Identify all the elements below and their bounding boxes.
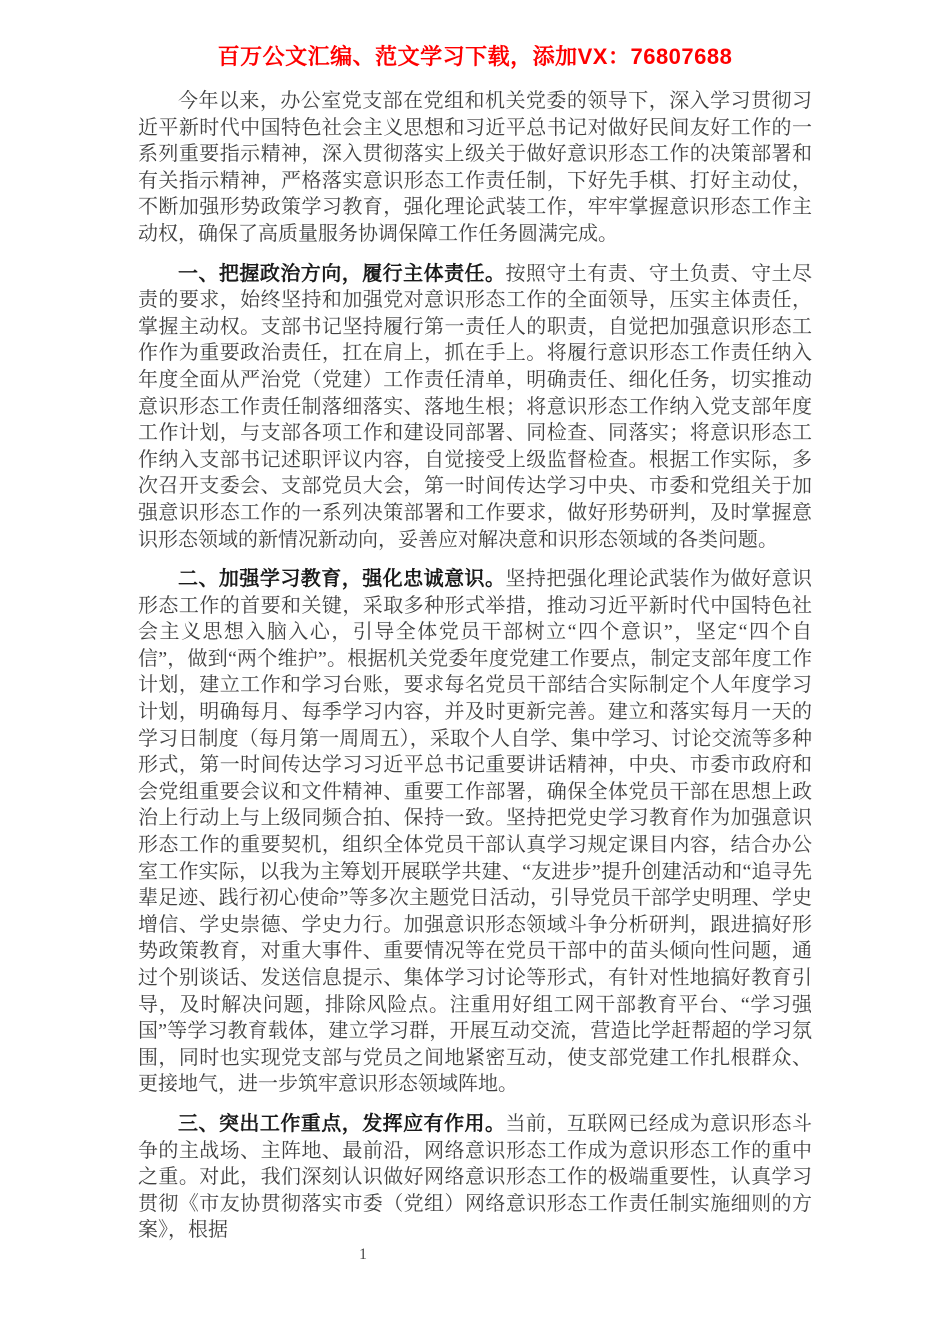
section-2-text: 坚持把强化理论武装作为做好意识形态工作的首要和关键，采取多种形式举措，推动习近平新时代中国特色社会主义思想入脑入心，引导全体党员干部树立“四个意识”，坚定“四个自信”，做到“两个维护”。根据机关党委年度党建工作要点，制定支部年度工作计划，建立工作和学习台账，要求每名党员干部结合实际制定个人年度学习计划，明确每月、每季学习内容，并及时更新完善。建立和落实每月一天的学习日制度（每月第一周周五），采取个人自学、集中学习、讨论交流等多种形式，第一时间传达学习习近平总书记重要讲话精神，中央、市委市政府和会党组重要会议和文件精神、重要工作部署，确保全体党员干部在思想上政治上行动上与上级同频合拍、保持一致。坚持把党史学习教育作为加强意识形态工作的重要契机，组织全体党员干部认真学习规定课目内容，结合办公室工作实际，以我为主筹划开展联学共建、“友进步”提升创建活动和“追寻先辈足迹、践行初心使命”等多次主题党日活动，引导党员干部学史明理、学史增信、学史崇德、学史力行。加强意识形态领域斗争分析研判，跟进搞好形势政策教育，对重大事件、重要情况等在党员干部中的苗头倾向性问题，通过个别谈话、发送信息提示、集体学习讨论等形式，有针对性地搞好教育引导，及时解决问题，排除风险点。注重用好组工网干部教育平台、“学习强国”等学习教育载体，建立学习群，开展互动交流，营造比学赶帮超的学习氛围，同时也实现党支部与党员之间地紧密互动，使支部党建工作扎根群众、更接地气，进一步筑牢意识形态领域阵地。 — [138, 568, 813, 1096]
section-3-heading: 三、突出工作重点，发挥应有作用。 — [178, 1112, 506, 1135]
paragraph-intro — [138, 88, 812, 248]
paragraph-intro-text: 今年以来，办公室党支部在党组和机关党委的领导下，深入学习贯彻习近平新时代中国特色社会主义思想和习近平总书记对做好民间友好工作的一系列重要指示精神，深入贯彻落实上级关于做好意识形态工作的决策部署和有关指示精神，严格落实意识形态工作责任制，下好先手棋、打好主动仗，不断加强形势政策学习教育，强化理论武装工作，牢牢掌握意识形态工作主动权，确保了高质量服务协调保障工作任务圆满完成。 — [138, 90, 812, 245]
section-1-heading: 一、把握政治方向，履行主体责任。 — [178, 262, 506, 285]
section-2-heading: 二、加强学习教育，强化忠诚意识。 — [178, 568, 506, 591]
document-body — [138, 88, 812, 1244]
paragraph-section-3 — [138, 1111, 812, 1244]
paragraph-section-1 — [138, 261, 812, 554]
watermark-ad-header: 百万公文汇编、范文学习下载，添加VX：76807688 — [217, 44, 733, 69]
section-3-text: 当前，互联网已经成为意识形态斗争的主战场、主阵地、最前沿，网络意识形态工作成为意识形态工作的重中之重。对此，我们深刻认识做好网络意识形态工作的极端重要性，认真学习贯彻《市友协贯彻落实市委（党组）网络意识形态工作责任制实施细则的方案》，根据 — [138, 1112, 813, 1242]
paragraph-section-2 — [138, 566, 812, 1098]
section-1-text: 按照守土有责、守土负责、守土尽责的要求，始终坚持和加强党对意识形态工作的全面领导，压实主体责任，掌握主动权。支部书记坚持履行第一责任人的职责，自觉把加强意识形态工作作为重要政治责任，扛在肩上，抓在手上。将履行意识形态工作责任纳入年度全面从严治党（党建）工作责任清单，明确责任、细化任务，切实推动意识形态工作责任制落细落实、落地生根；将意识形态工作纳入党支部年度工作计划，与支部各项工作和建设同部署、同检查、同落实；将意识形态工作纳入支部书记述职评议内容，自觉接受上级监督检查。根据工作实际，多次召开支委会、支部党员大会，第一时间传达学习中央、市委和党组关于加强意识形态工作的一系列决策部署和工作要求，做好形势研判，及时掌握意识形态领域的新情况新动向，妥善应对解决意和识形态领域的各类问题。 — [138, 262, 813, 551]
page-number: 1 — [359, 1246, 367, 1263]
